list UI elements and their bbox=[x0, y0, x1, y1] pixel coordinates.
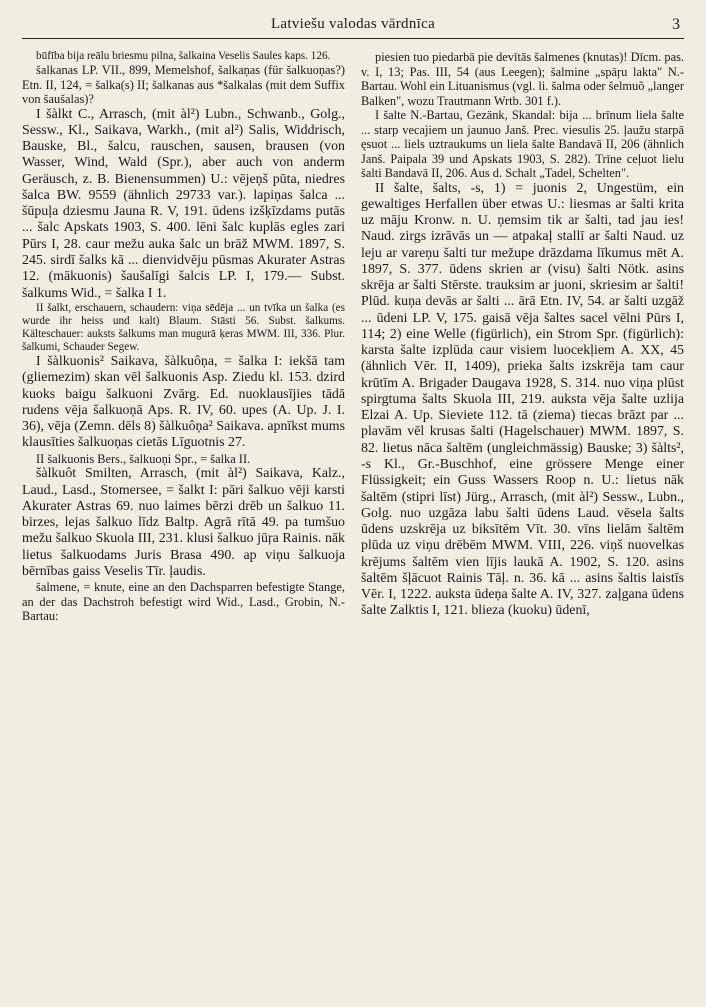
dictionary-entry: II šalkt, erschauern, schaudern: viņa sēdēja ... un tvīka un šalka (es wurde ihr heiss und kalt) Blaum. Stāsti 56. Subst. šalkums. Kälteschauer: auksts šalkums man mugurā ķeras MWM. III, 336. Plur. šalkumi, Schauder Segew. bbox=[22, 301, 345, 354]
right-column bbox=[361, 50, 684, 1001]
header-rule bbox=[22, 38, 684, 39]
page-header bbox=[22, 16, 684, 38]
dictionary-entry: šalkanas LP. VII., 899, Memelshof, šalkaņas (für šalkuoņas?) Etn. II, 124, = šalka(s) II; šalkanas aus *šalkalas (mit dem Suffix von šaušalas)? bbox=[22, 63, 345, 107]
dictionary-entry: I šàlkuonis² Saikava, šàlkuôņa, = šalka I: iekšā tam (gliemezim) skan vēl šalkuonis Asp. Ziedu kl. 153. dzird kuoks baigu šalkuoni Zvārg. Ed. nuoklausījies tādā rudens vēja šalkuoņā Aps. R. IV, 60. upes (A. Up. J. I. 36), vēja (Zemn. dēls 8) šàlkuôņa² Saikava. apnīkst mums klausīties šalkuoņas cietās Līguotnis 27. bbox=[22, 354, 345, 451]
left-column bbox=[22, 50, 345, 1001]
dictionary-entry: šàlkuôt Smilten, Arrasch, (mit àl²) Saikava, Kalz., Laud., Lasd., Stomersee, = šalkt I: pāri šalkuo vēji karsti Akurater Astras 69. nuo laimes bērzi drēb un šalkuo 11. birzes, lejas šalkuo līdz Baltp. Agrā rītā 49. pa tumšuo mežu šalkuo Skuola III, 231. klusi šalkuo jūŗa Rainis. nāk lietus šalkuodams Juris Brasa 490. ap viņu šalkuoja bērnības gaiss Veselis Tīr. ļaudis. bbox=[22, 466, 345, 579]
dictionary-entry: šalmene, = knute, eine an den Dachsparren befestigte Stange, an der das Dachstroh befestigt wird Wid., Lasd., Grobin, N.-Bartau: bbox=[22, 580, 345, 624]
dictionary-entry: II šalte, šalts, -s, 1) = juonis 2, Ungestüm, ein gewaltiges Herfallen über etwas U.: liesmas ar šalti krita uz māju Kronw. n. U. ņemsim tik ar šalti, tad jau ies! Naud. zirgs izrāvās un — atpakaļ stallī ar šalti Naud. uz leju ar vareņu šalti tur mežupe drāzdama līkumus mēt A. 1897, S. 377. ūdens skrien ar (visu) šalti Nötk. asins skrēja ar šalti Stērste. trauksim ar juoni, skriesim ar šalti! Plūd. kuņa devās ar šalti ... ārā Etn. IV, 54. ar šalti uzgāž ... ūdeni LP. V, 175. gaisā vēja šaltes sacel vēlni Pūrs I, 114; 2) eine Welle (figürlich), ein Strom Spr. (figürlich): karsta šalte izplūda caur visiem luocekļiem A. XX, 45 (ähnlich Vēr. II, 1409), prieka šalts izskrēja tam caur krūtīm A. Brigader Daugava 1928, S. 314. nuo viņa plūst spirgtuma šalts Skuola III, 219. auksta vēja šalte uzlija Elzai A. Up. Sieviete 112. tā (ziema) tiecas brāzt par ... plavām vēl krusas šalti (Hagelschauer) MWM. 1897, S. 82. lietus nāca šaltēm (ungleichmässig) Bauske; 3) šàlts², -s Kl., Gr.-Buschhof, eine grössere Menge einer Flüssigkeit; ein Guss Wassers Roop n. U.: lietus nāk šaltēm (stipri līst) Jürg., Arrasch, (mit àl²) Sessw., Lubn., Golg. nuo uzgāza labu šalti ūdens Laud. vēsela šalts ūdens uzskrēja uz biksītēm Vīt. 30. vīns lielām šaltēm plūda uz viņu drēbēm MWM. VIII, 226. viņš nuovelkas krējums šaltēm vien lījis laukā A. 1902, S. 120. asins šaltēm šļācuot Rainis Tāļ. n. 36. kā ... asins šaltis laistīs Vēr. I, 1222. auksta ūdeņa šalte A. IV, 327. zaļgana ūdens šalte Zalktis I, 121. blieza (kuoku) ūdenī, bbox=[361, 180, 684, 619]
dictionary-entry: II šalkuonis Bers., šalkuoņi Spr., = šalka II. bbox=[36, 451, 251, 466]
dictionary-entry: būfība bija reālu briesmu pilna, šalkaina Veselis Saules kaps. 126. bbox=[36, 50, 331, 62]
running-title: Latviešu valodas vārdnīca bbox=[270, 16, 436, 32]
page-number: 3 bbox=[672, 16, 680, 33]
dictionary-entry: piesien tuo piedarbā pie devītās šalmenes (knutas)! Dīcm. pas. v. I, 13; Pas. III, 54 (aus Leegen); šalmine „spāŗu lakta" N.-Bartau. Wohl ein Lituanismus (vgl. li. šalma oder šelmuõ „langer Balken", wozu Trautmann Wrtb. 301 f.). bbox=[361, 50, 684, 108]
dictionary-entry: I šalte N.-Bartau, Gezänk, Skandal: bija ... brīnum liela šalte ... starp vecajiem un jaunuo Janš. Prec. viesulis 25. ļaužu starpā ęsuot ... liels uztraukums un liela šalte Bandavā II, 206 (ähnlich Janš. Paipala 39 und Apskats 1903, S. 282). Trīne ceļuot lielu šalti Bandavā II, 206. Aus d. Schalt „Tadel, Schelten". bbox=[361, 108, 684, 180]
text-columns bbox=[22, 50, 684, 1001]
dictionary-entry: I šàlkt C., Arrasch, (mit àl²) Lubn., Schwanb., Golg., Sessw., Kl., Saikava, Warkh., (mit al²) Salis, Widdrisch, Bauske, Bl., šalcu, rauschen, sausen, brausen (von Wasser, Wind, Wald (Spr.), aber auch von anderm Geräusch, z. B. Bienensummen) U.: vējeņš pūta, niedres šalca BW. 9559 (ähnlich 29733 var.). lapiņas šalca ... šūpuļa dziesmu Jauna R. V, 191. ūdens izšķīzdams putās ... šalc Apskats 1903, S. 400. lēni šalc kuplās egles zari Pūrs I, 28. caur mežu auka šalc un brāž MWM. 1897, S. 245. sirdī šalks kā ... dienvidvēju pūsmas Akurater Astras 12. (mākuonis) šaušalīgi šalcis LP. I, 179.— Subst. šalkums Wid., = šalka I 1. bbox=[22, 106, 345, 301]
